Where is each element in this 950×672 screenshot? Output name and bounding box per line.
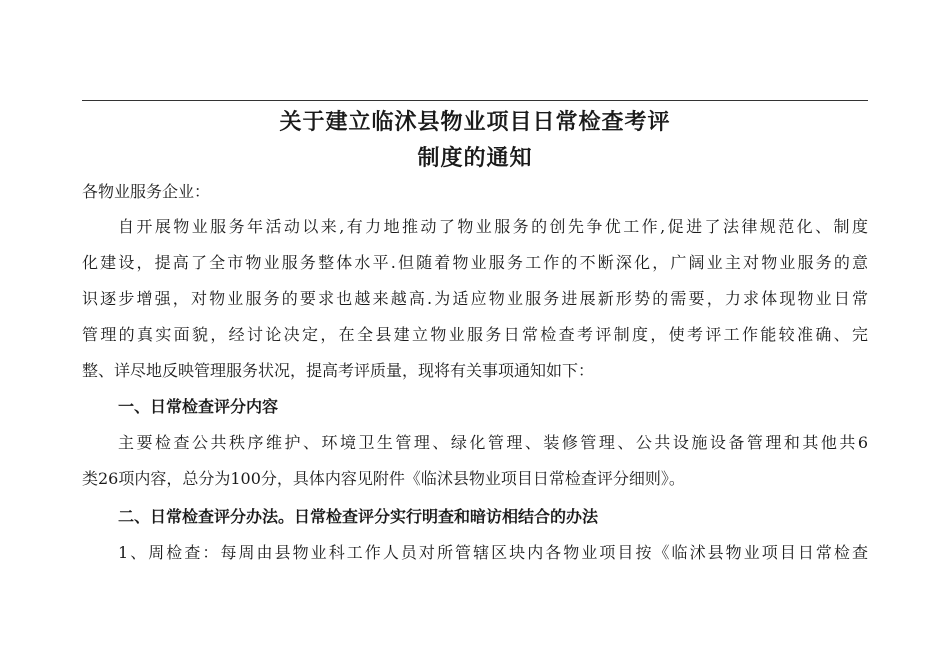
paragraph-3-line: 1、周检查：每周由县物业科工作人员对所管辖区块内各物业项目按《临沭县物业项目日常检查 (118, 543, 868, 562)
section-heading-1: 一、日常检查评分内容 (118, 397, 279, 416)
paragraph-2-line: 主要检查公共秩序维护、环境卫生管理、绿化管理、装修管理、公共设施设备管理和其他共6 (118, 433, 868, 452)
paragraph-1-line: 化建设，提高了全市物业服务整体水平.但随着物业服务工作的不断深化，广阔业主对物业服务的意 (82, 253, 868, 272)
paragraph-1-line: 自开展物业服务年活动以来,有力地推动了物业服务的创先争优工作,促进了法律规范化、制度 (118, 217, 868, 236)
paragraph-2-line: 类26项内容，总分为100分，具体内容见附件《临沭县物业项目日常检查评分细则》。 (82, 469, 685, 488)
salutation: 各物业服务企业： (82, 182, 211, 201)
paragraph-1-line: 管理的真实面貌，经讨论决定，在全县建立物业服务日常检查考评制度，使考评工作能较准确、完 (82, 325, 868, 344)
document-title-line1: 关于建立临沭县物业项目日常检查考评 (279, 110, 671, 135)
section-heading-2: 二、日常检查评分办法。日常检查评分实行明查和暗访相结合的办法 (118, 507, 599, 526)
document-title-line2: 制度的通知 (417, 146, 533, 171)
paragraph-1-line: 整、详尽地反映管理服务状况，提高考评质量，现将有关事项通知如下： (82, 361, 595, 380)
header-rule (82, 100, 868, 101)
paragraph-1-line: 识逐步增强，对物业服务的要求也越来越高.为适应物业服务进展新形势的需要，力求体现物业日常 (82, 289, 868, 308)
